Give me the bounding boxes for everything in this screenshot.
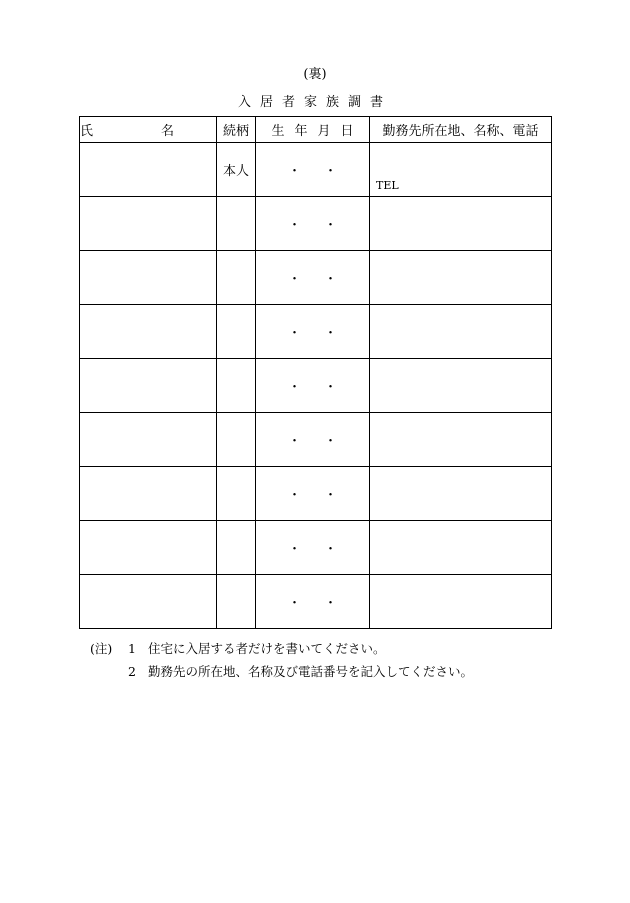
- table-row: [80, 467, 552, 521]
- header-dob-char: 生: [271, 124, 285, 139]
- dob-cell[interactable]: [256, 305, 370, 359]
- header-dob: [256, 117, 370, 143]
- dob-separator: ・: [323, 434, 337, 449]
- dob-cell[interactable]: [256, 521, 370, 575]
- relationship-cell[interactable]: [217, 575, 256, 629]
- dob-separator: ・: [287, 326, 301, 341]
- dob-separator: ・: [287, 434, 301, 449]
- relationship-cell[interactable]: [217, 251, 256, 305]
- table-row: [80, 359, 552, 413]
- workplace-cell[interactable]: [370, 575, 552, 629]
- dob-separator: ・: [287, 380, 301, 395]
- relationship-cell[interactable]: [217, 197, 256, 251]
- table-row: [80, 575, 552, 629]
- table-row: [80, 305, 552, 359]
- note-item: [90, 660, 473, 683]
- name-cell[interactable]: [80, 575, 217, 629]
- name-cell[interactable]: [80, 359, 217, 413]
- dob-separator: ・: [323, 596, 337, 611]
- workplace-cell[interactable]: [370, 197, 552, 251]
- note-number: 2: [128, 664, 136, 679]
- name-cell[interactable]: [80, 413, 217, 467]
- relationship-cell[interactable]: [217, 143, 256, 197]
- table-row: [80, 197, 552, 251]
- relationship-cell[interactable]: [217, 359, 256, 413]
- dob-separator: ・: [287, 542, 301, 557]
- dob-separator: ・: [323, 272, 337, 287]
- name-cell[interactable]: [80, 521, 217, 575]
- header-dob-char: 年: [294, 124, 308, 139]
- table-row: [80, 521, 552, 575]
- dob-separator: ・: [323, 218, 337, 233]
- header-dob-char: 日: [340, 124, 354, 139]
- workplace-cell[interactable]: [370, 359, 552, 413]
- header-relationship: 続柄: [217, 117, 256, 143]
- dob-cell[interactable]: [256, 197, 370, 251]
- family-survey-table: [79, 116, 552, 629]
- relationship-cell[interactable]: [217, 467, 256, 521]
- workplace-cell[interactable]: [370, 305, 552, 359]
- dob-separator: ・: [287, 218, 301, 233]
- table-row: [80, 143, 552, 197]
- header-name-second: 名: [161, 124, 175, 139]
- note-item: [90, 637, 473, 660]
- name-cell[interactable]: [80, 197, 217, 251]
- header-dob-char: 月: [317, 124, 331, 139]
- dob-cell[interactable]: [256, 467, 370, 521]
- table-row: [80, 251, 552, 305]
- tel-label: TEL: [376, 179, 399, 192]
- relationship-cell[interactable]: [217, 305, 256, 359]
- relationship-cell[interactable]: [217, 413, 256, 467]
- dob-separator: ・: [323, 164, 337, 179]
- note-text: 勤務先の所在地、名称及び電話番号を記入してください。: [148, 664, 474, 679]
- dob-separator: ・: [323, 542, 337, 557]
- notes: [90, 637, 473, 683]
- note-text: 住宅に入居する者だけを書いてください。: [148, 641, 386, 656]
- dob-cell[interactable]: [256, 575, 370, 629]
- name-cell[interactable]: [80, 467, 217, 521]
- name-cell[interactable]: [80, 143, 217, 197]
- name-cell[interactable]: [80, 251, 217, 305]
- note-number: 1: [128, 641, 136, 656]
- dob-cell[interactable]: [256, 251, 370, 305]
- workplace-cell[interactable]: [370, 467, 552, 521]
- dob-separator: ・: [323, 326, 337, 341]
- notes-prefix: (注): [90, 641, 113, 656]
- dob-separator: ・: [323, 380, 337, 395]
- dob-separator: ・: [287, 272, 301, 287]
- relationship-cell[interactable]: [217, 521, 256, 575]
- dob-cell[interactable]: [256, 359, 370, 413]
- header-name-first: 氏: [80, 124, 94, 139]
- page-label: (裏): [303, 67, 327, 82]
- dob-separator: ・: [287, 488, 301, 503]
- relationship-value: 本人: [222, 164, 249, 179]
- table-header-row: [80, 117, 552, 143]
- workplace-cell[interactable]: [370, 413, 552, 467]
- dob-cell[interactable]: [256, 413, 370, 467]
- table-row: [80, 413, 552, 467]
- document-title: 入居者家族調書: [237, 95, 392, 110]
- header-name: [80, 117, 217, 143]
- dob-separator: ・: [287, 596, 301, 611]
- dob-separator: ・: [287, 164, 301, 179]
- workplace-cell[interactable]: [370, 143, 552, 197]
- workplace-cell[interactable]: [370, 521, 552, 575]
- workplace-cell[interactable]: [370, 251, 552, 305]
- name-cell[interactable]: [80, 305, 217, 359]
- dob-cell[interactable]: [256, 143, 370, 197]
- dob-separator: ・: [323, 488, 337, 503]
- header-workplace: 勤務先所在地、名称、電話: [370, 117, 552, 143]
